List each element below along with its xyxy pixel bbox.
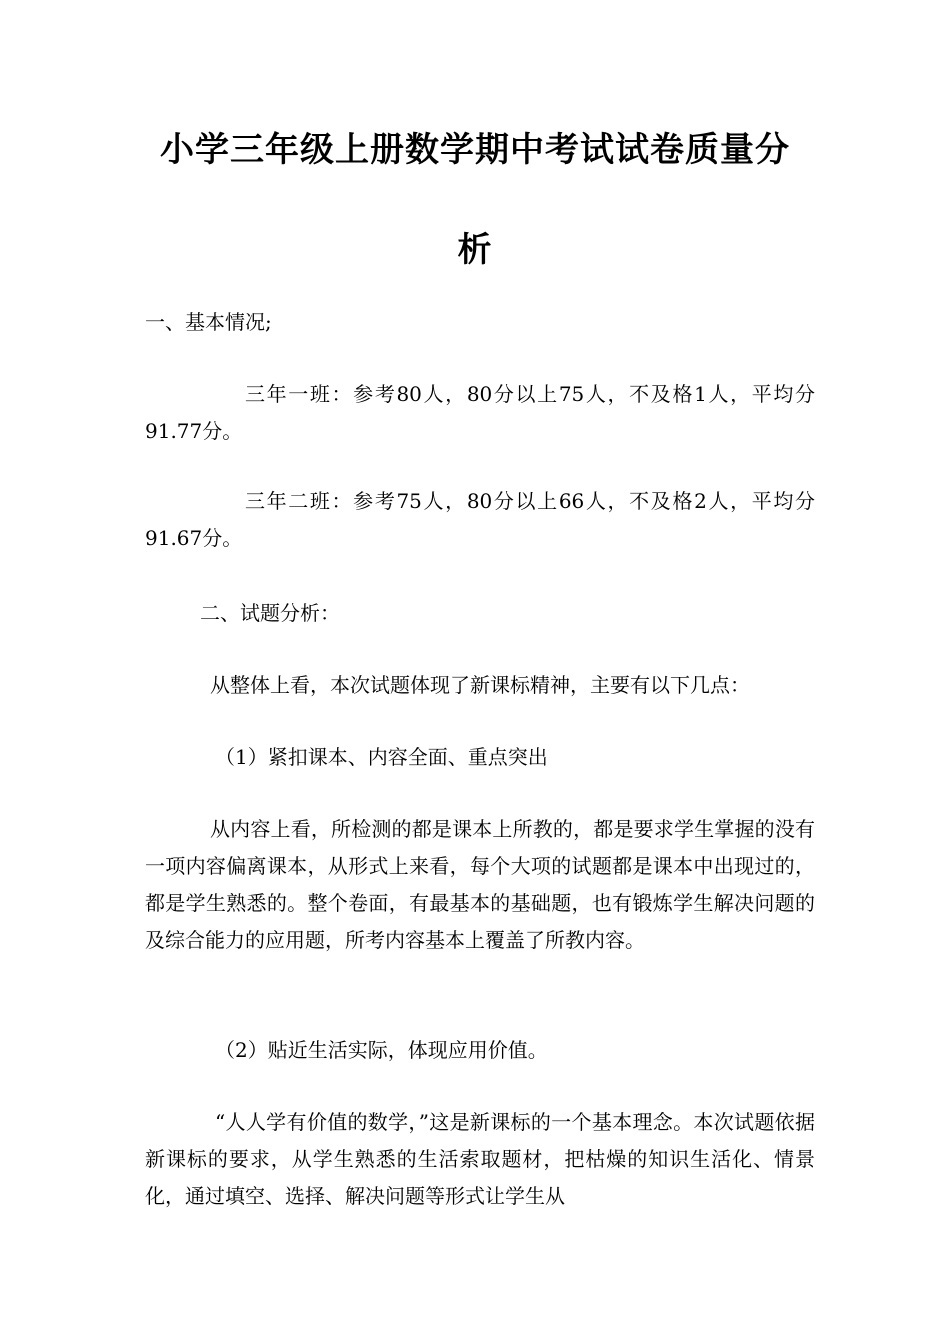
point1-heading: （1）紧扣课本、内容全面、重点突出 (215, 745, 548, 769)
point1-body: 从内容上看，所检测的都是课本上所教的，都是要求学生掌握的没有一项内容偏离课本，从形式上来看，每个大项的试题都是课本中出现过的，都是学生熟悉的。整个卷面，有最基本的基础题，也有锻炼学生解决问题的及综合能力的应用题，所考内容基本上覆盖了所教内容。 (145, 817, 815, 952)
point2-heading: （2）贴近生活实际，体现应用价值。 (215, 1038, 548, 1062)
section-heading-basic-info: 一、基本情况; (145, 310, 272, 334)
document-title-line-2: 析 (457, 230, 493, 270)
document-title-line-1: 小学三年级上册数学期中考试试卷质量分 (160, 130, 790, 170)
point2-body: “人人学有价值的数学，”这是新课标的一个基本理念。本次试题依据新课标的要求，从学生熟悉的生活索取题材，把枯燥的知识生活化、情景化，通过填空、选择、解决问题等形式让学生从 (145, 1110, 815, 1208)
class1-stats: 三年一班：参考80人，80分以上75人，不及格1人，平均分91.77分。 (145, 382, 815, 443)
section-heading-analysis: 二、试题分析： (200, 601, 340, 625)
overview-paragraph: 从整体上看，本次试题体现了新课标精神，主要有以下几点： (210, 673, 750, 697)
class2-stats: 三年二班：参考75人，80分以上66人，不及格2人，平均分91.67分。 (145, 489, 815, 550)
